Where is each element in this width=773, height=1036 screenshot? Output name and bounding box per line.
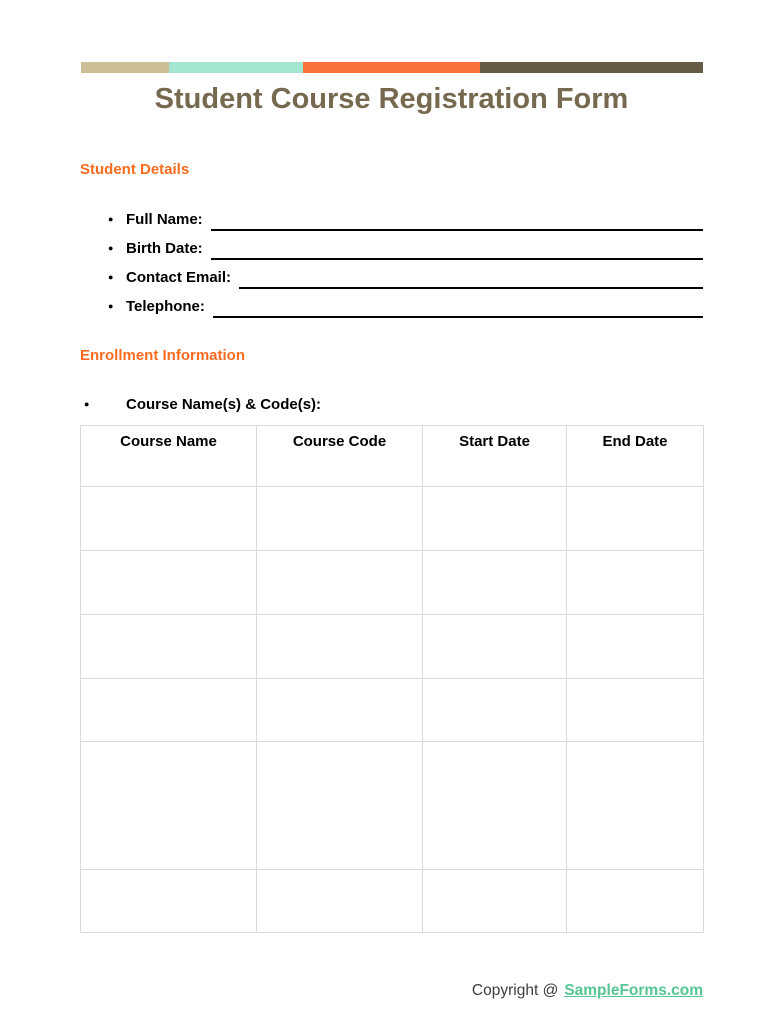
table-row <box>81 679 704 742</box>
table-cell[interactable] <box>423 870 567 933</box>
table-cell[interactable] <box>423 551 567 615</box>
table-cell[interactable] <box>81 615 257 679</box>
contact-email-label: Contact Email: <box>126 269 232 286</box>
color-bar-segment-orange <box>303 62 480 73</box>
table-cell[interactable] <box>567 742 704 870</box>
table-cell[interactable] <box>81 679 257 742</box>
field-row-contact-email <box>108 263 703 292</box>
table-cell[interactable] <box>81 487 257 551</box>
table-row <box>81 615 704 679</box>
table-row <box>81 870 704 933</box>
col-header-start-date: Start Date <box>423 426 567 487</box>
col-header-course-name: Course Name <box>81 426 257 487</box>
table-cell[interactable] <box>567 615 704 679</box>
table-cell[interactable] <box>567 551 704 615</box>
page-title: Student Course Registration Form <box>154 83 629 115</box>
decorative-color-bar <box>81 62 703 73</box>
bullet-icon: ● <box>84 399 90 409</box>
table-cell[interactable] <box>567 870 704 933</box>
table-cell[interactable] <box>423 679 567 742</box>
bullet-icon: ● <box>108 243 114 253</box>
telephone-label: Telephone: <box>126 298 205 315</box>
birth-date-blank-line[interactable] <box>211 258 703 260</box>
bullet-icon: ● <box>108 214 114 224</box>
course-table-header-row <box>81 426 704 487</box>
table-row <box>81 551 704 615</box>
bullet-icon: ● <box>108 272 114 282</box>
sampleforms-link[interactable]: SampleForms.com <box>564 982 703 999</box>
bullet-icon: ● <box>108 301 114 311</box>
table-cell[interactable] <box>423 615 567 679</box>
color-bar-segment-brown <box>480 62 703 73</box>
table-cell[interactable] <box>567 487 704 551</box>
full-name-label: Full Name: <box>126 211 203 228</box>
table-cell[interactable] <box>81 551 257 615</box>
table-cell[interactable] <box>257 487 423 551</box>
table-cell[interactable] <box>423 742 567 870</box>
footer-copyright <box>80 981 703 1001</box>
table-cell[interactable] <box>423 487 567 551</box>
color-bar-segment-tan <box>81 62 169 73</box>
table-cell[interactable] <box>81 742 257 870</box>
telephone-blank-line[interactable] <box>213 316 703 318</box>
copyright-text: Copyright @ <box>471 982 559 999</box>
table-cell[interactable] <box>567 679 704 742</box>
contact-email-blank-line[interactable] <box>239 287 703 289</box>
field-row-telephone <box>108 292 703 321</box>
birth-date-label: Birth Date: <box>126 240 203 257</box>
table-cell[interactable] <box>257 679 423 742</box>
col-header-end-date: End Date <box>567 426 704 487</box>
field-row-birth-date <box>108 234 703 263</box>
field-row-full-name <box>108 205 703 234</box>
course-table <box>80 425 704 933</box>
table-cell[interactable] <box>257 615 423 679</box>
table-row-tall <box>81 742 704 870</box>
col-header-course-code: Course Code <box>257 426 423 487</box>
color-bar-segment-mint <box>169 62 303 73</box>
student-details-fields <box>108 205 703 321</box>
table-row <box>81 487 704 551</box>
table-cell[interactable] <box>257 870 423 933</box>
course-names-codes-label: Course Name(s) & Code(s): <box>126 396 322 413</box>
enrollment-information-heading: Enrollment Information <box>80 347 245 364</box>
table-cell[interactable] <box>81 870 257 933</box>
table-cell[interactable] <box>257 551 423 615</box>
course-names-codes-item <box>80 396 703 413</box>
student-details-heading: Student Details <box>80 161 190 178</box>
full-name-blank-line[interactable] <box>211 229 703 231</box>
table-cell[interactable] <box>257 742 423 870</box>
